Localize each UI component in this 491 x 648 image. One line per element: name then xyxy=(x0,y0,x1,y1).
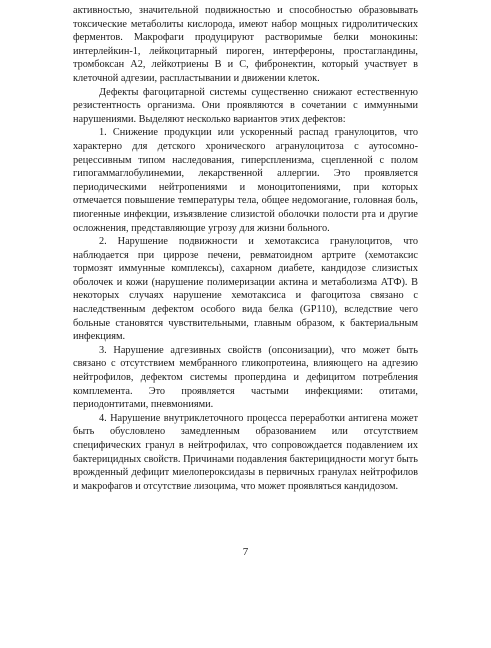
paragraph-phagocytic-defects: Дефекты фагоцитарной системы существенно снижают естественную резистентность организма. Они проявляются в сочетании с иммунными нарушениями. Выделяют несколько вариантов этих дефектов: xyxy=(73,86,418,125)
page-body xyxy=(73,4,418,493)
paragraph-defect-3: 3. Нарушение адгезивных свойств (опсонизации), что может быть связано с отсутствием мембранного гликопротеина, влияющего на адгезию нейтрофилов, дефектом системы пропердина и дефицитом потребления комплемента. Это проявляется частыми инфекциями: отитами, периодонтитами, пневмониями. xyxy=(73,344,418,411)
paragraph-defect-1: 1. Снижение продукции или ускоренный распад гранулоцитов, что характерно для детского хронического агранулоцитоза с аутосомно-рецессивным типом наследования, гиперспленизма, сцепленной с полом гипогаммаглобулинемии, лекарственной аллергии. Это проявляется периодическими нейтропениями и моноцитопениями, при которых отмечается повышение температуры тела, общее недомогание, головная боль, пиогенные инфекции, изъязвление слизистой оболочки полости рта и другие осложнения, представляющие угрозу для жизни больного. xyxy=(73,127,418,234)
paragraph-defect-4: 4. Нарушение внутриклеточного процесса переработки антигена может быть обусловлено замедленным образованием или отсутствием специфических гранул в нейтрофилах, что сопровождается подавлением их бактерицидных свойств. Причинами подавления бактерицидности могут быть врожденный дефицит миелопероксидазы в первичных гранулах нейтрофилов и макрофагов и отсутствие лизоцима, что может проявляться кандидозом. xyxy=(73,412,418,492)
paragraph-continuation: активностью, значительной подвижностью и способностью образовывать токсические метаболиты кислорода, имеют набор мощных гидролитических ферментов. Макрофаги продуцируют растворимые белки монокины: интерлейкин-1, лейкоцитарный пироген, интерфероны, простагландины, тромбоксан А2, лейкотриены В и С, фибронектин, который участвует в клеточной адгезии, распластывании и движении клеток. xyxy=(73,5,418,84)
page-number: 7 xyxy=(242,546,249,558)
paragraph-defect-2: 2. Нарушение подвижности и хемотаксиса гранулоцитов, что наблюдается при циррозе печени, ревматоидном артрите (хемотаксис тормозят иммунные комплексы), сахарном диабете, кандидозе слизистых оболочек и кожи (нарушение полимеризации актина и метаболизма АТФ). В некоторых случаях нарушение хемотаксиса и фагоцитоза связано с наследственным дефектом особого вида белка (GP110), вследствие чего больные становятся чувствительными, главным образом, к бактериальным инфекциям. xyxy=(73,236,418,343)
